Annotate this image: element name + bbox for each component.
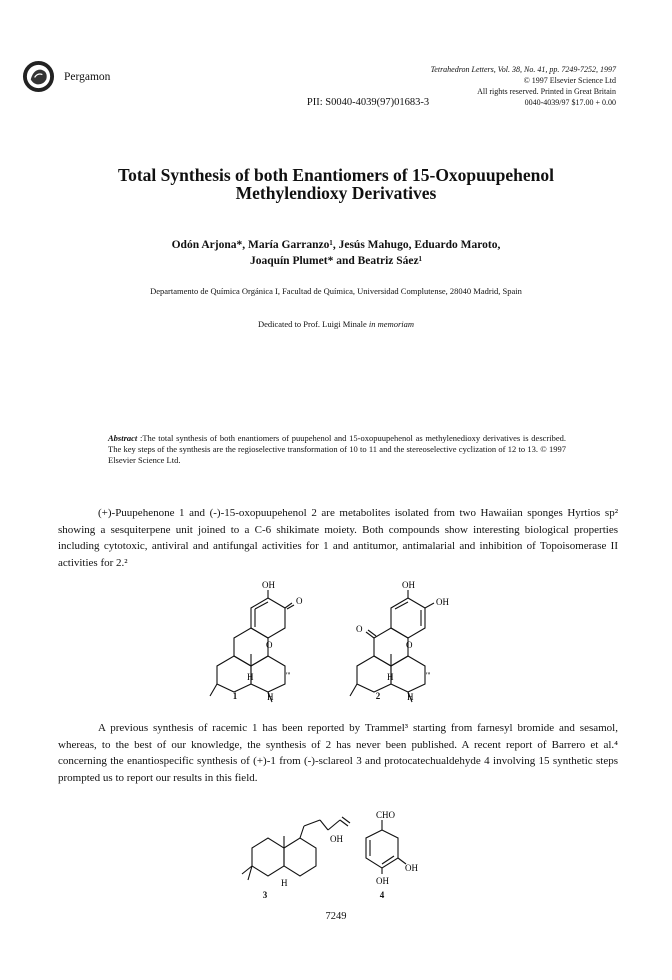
authors-line-1: Odón Arjona*, María Garranzo¹, Jesús Mahugo, Eduardo Maroto, [171, 239, 501, 251]
pii-line [0, 97, 672, 108]
structure-3-label: 3 [262, 890, 268, 900]
structure-2-stereo: ''' [426, 671, 431, 680]
structure-2-h1: H [387, 672, 394, 682]
intro-paragraph: (+)-Puupehenone 1 and (-)-15-oxopuupehenol 2 are metabolites isolated from two Hawaiian sponges Hyrtios sp² showing a sesquiterpene unit joined to a C-6 shikimate moiety. Both compounds show interesting biological properties including cytotoxic, antiviral and antifungal activities for 1 and antitumor, antimalarial and inhibition of Topoisomerase II activities for 2.² [58, 507, 618, 569]
dedication-text: Dedicated to Prof. Luigi Minale [257, 319, 369, 329]
structure-1-o-ketone: O [296, 596, 303, 606]
pii-text: PII: S0040-4039(97)01683-3 [306, 97, 430, 108]
dedication-italic: in memoriam [368, 319, 415, 329]
structure-1-h2: H [267, 692, 274, 702]
paper-title [0, 166, 672, 202]
structure-2-label: 2 [375, 691, 381, 701]
structure-2 [340, 576, 470, 706]
structure-2-o-carbonyl: O [356, 624, 363, 634]
structure-4-oh-para: OH [376, 876, 389, 886]
authors-line-2: Joaquín Plumet* and Beatriz Sáez¹ [249, 255, 423, 267]
structure-3 [232, 808, 352, 898]
copyright-line: © 1997 Elsevier Science Ltd [523, 76, 616, 85]
structure-1-stereo: ''' [286, 671, 291, 680]
structure-1-oh: OH [262, 580, 275, 590]
structure-4-label: 4 [379, 890, 385, 900]
abstract-text: :The total synthesis of both enantiomers of puupehenol and 15-oxopuupehenol as methylenedioxy derivatives is described. The key steps of the synthesis are the regioselective transformation of 10 to 11 and the stereoselective cyclization of 12 to 13. © 1997 Elsevier Science Ltd. [108, 433, 566, 465]
structure-2-h2: H [407, 692, 414, 702]
abstract-label: Abstract [108, 433, 138, 443]
structure-1-h1: H [247, 672, 254, 682]
abstract [108, 433, 566, 466]
body-paragraph: A previous synthesis of racemic 1 has been reported by Trammel³ starting from farnesyl bromide and sesamol, whereas, to the best of our knowledge, the synthesis of 2 has never been published. A recent report of Barrero et al.⁴ concerning the enantiospecific synthesis of (+)-1 from (-)-sclareol 3 and protocatechualdehyde 4 involving 15 synthetic steps prompted us to report our results in this field. [58, 722, 618, 784]
structure-3-oh: OH [330, 834, 343, 844]
structure-4-cho: CHO [376, 810, 396, 820]
title-line-1: Total Synthesis of both Enantiomers of 15-Oxopuupehenol [118, 165, 554, 185]
structure-4-oh-meta: OH [405, 863, 418, 873]
structure-4 [360, 808, 430, 888]
publisher-name: Pergamon [64, 71, 111, 83]
price-line: 0040-4039/97 $17.00 + 0.00 [524, 98, 616, 107]
pergamon-logo [22, 60, 55, 93]
dedication [0, 319, 672, 329]
structure-1 [200, 576, 320, 706]
rights-line: All rights reserved. Printed in Great Britain [477, 87, 616, 96]
structure-2-o-ring: O [406, 640, 413, 650]
author-list [0, 237, 672, 269]
affiliation: Departamento de Química Orgánica I, Facultad de Química, Universidad Complutense, 28040 Madrid, Spain [150, 286, 522, 296]
journal-citation: Tetrahedron Letters, Vol. 38, No. 41, pp. 7249-7252, 1997 [430, 65, 616, 74]
page-number: 7249 [325, 911, 347, 922]
title-line-2: Methylendioxy Derivatives [235, 183, 437, 203]
structure-3-h: H [281, 878, 288, 888]
structure-1-o-ring: O [266, 640, 273, 650]
structure-2-oh-right: OH [436, 597, 449, 607]
structure-2-oh-top: OH [402, 580, 415, 590]
structure-1-label: 1 [232, 691, 238, 701]
